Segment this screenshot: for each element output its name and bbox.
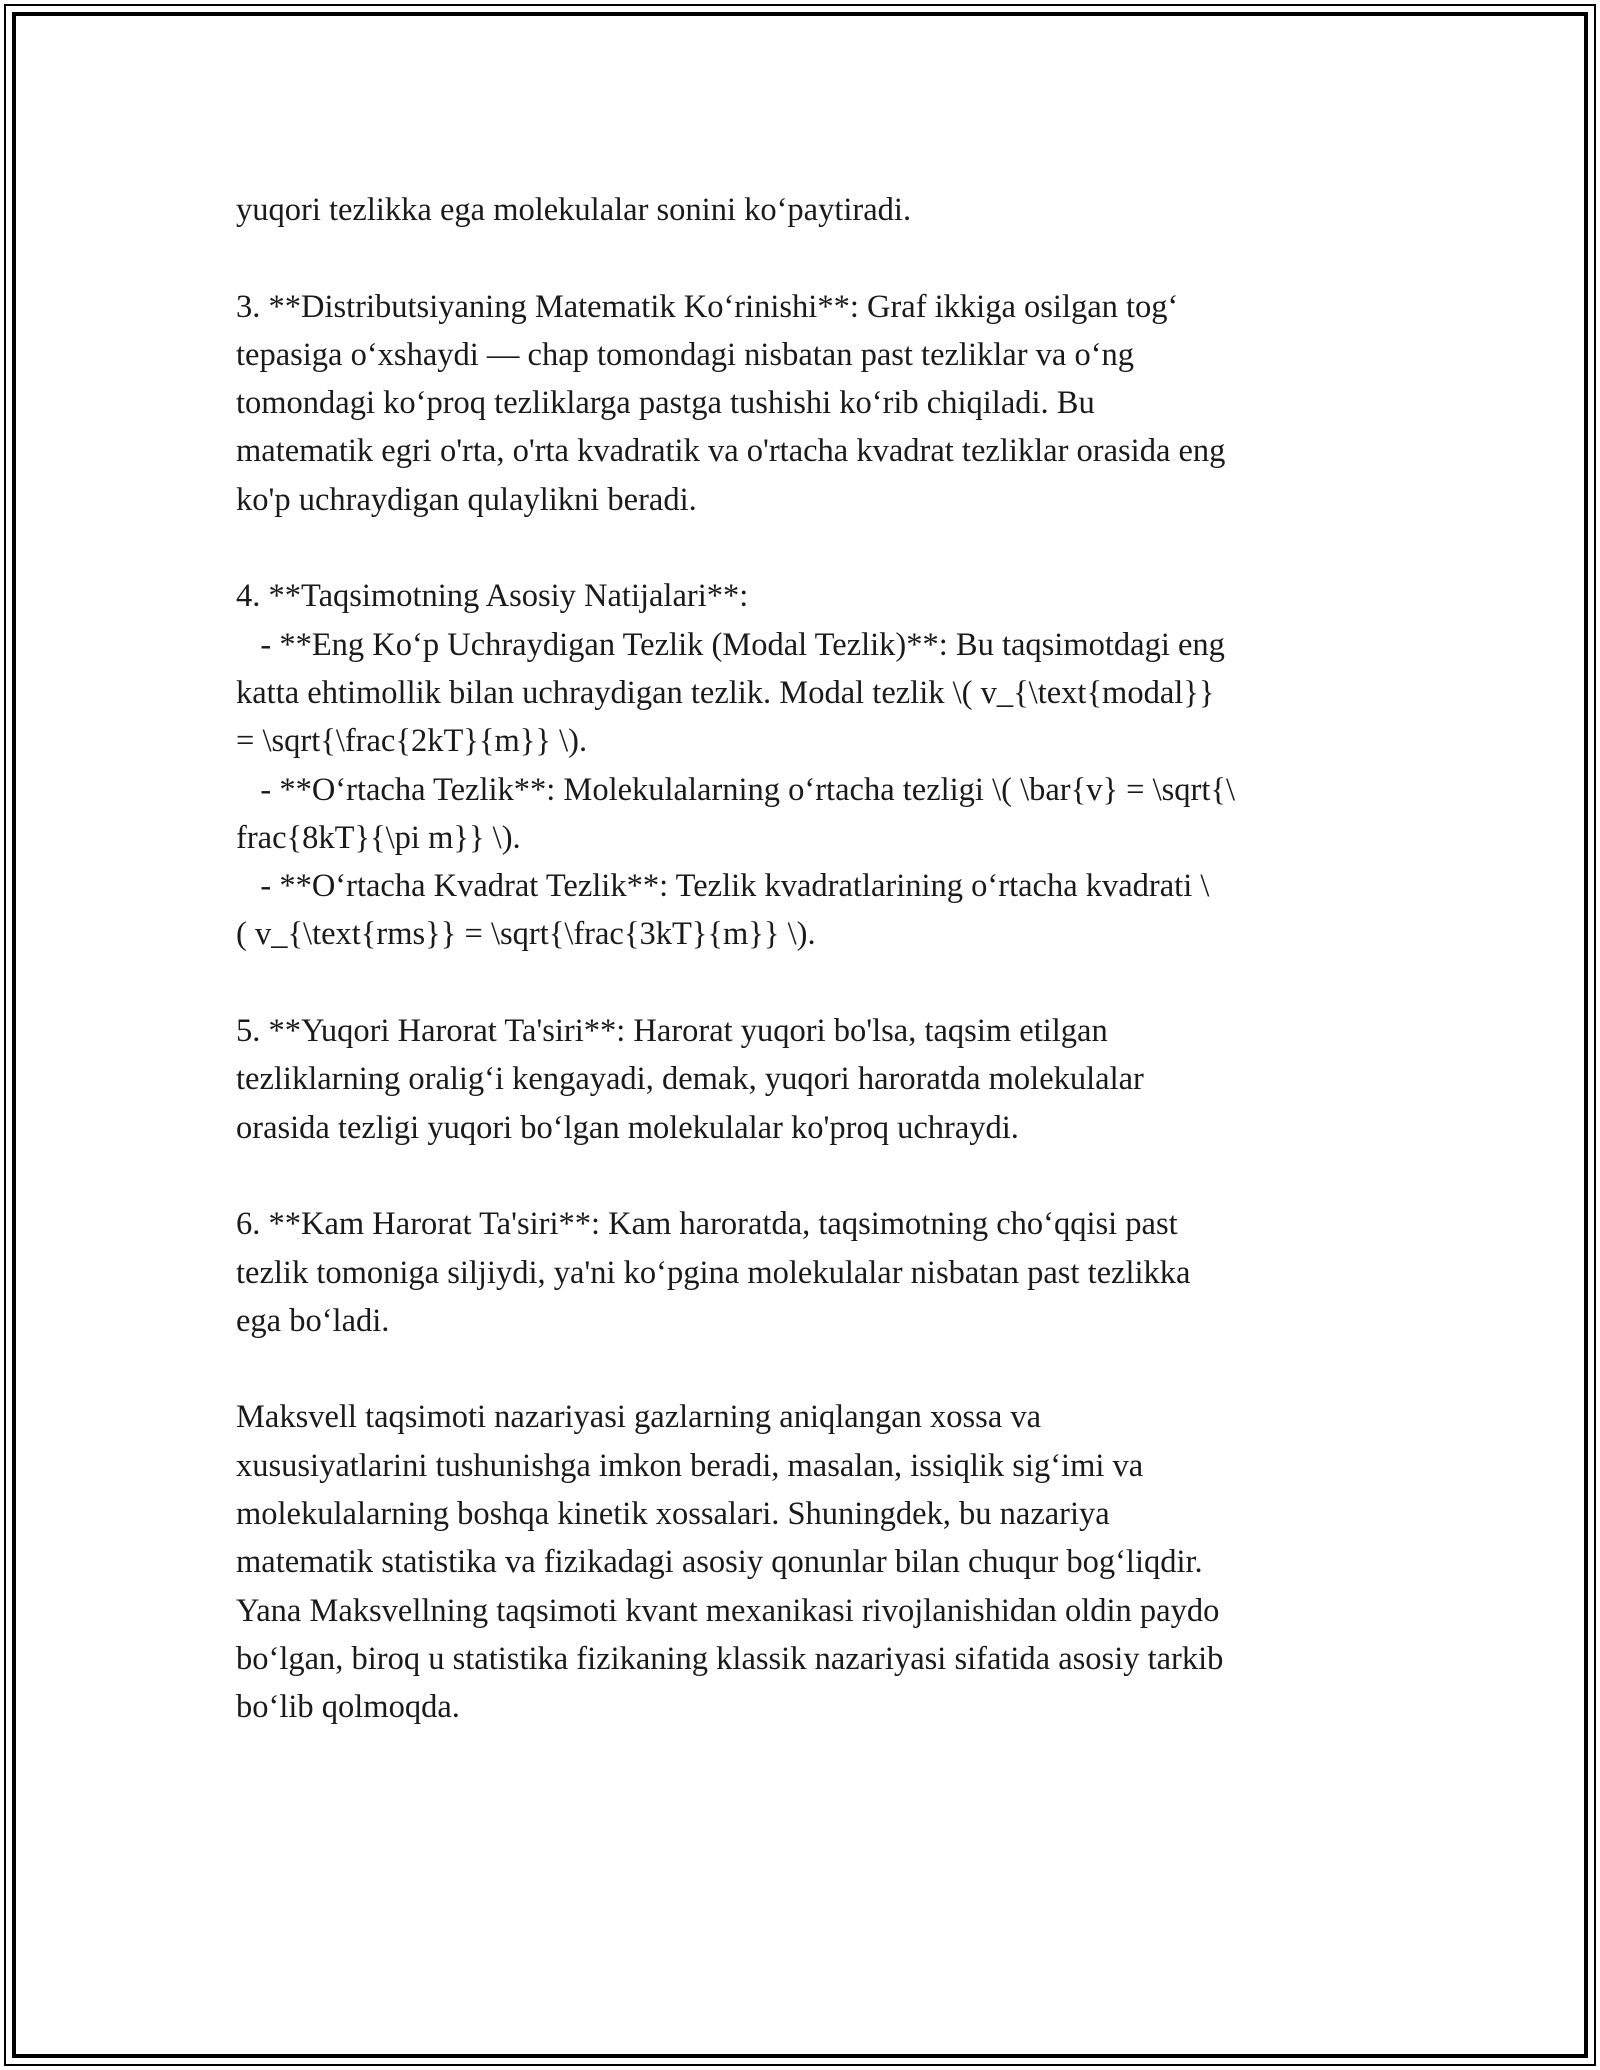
section-3-line: tepasiga o‘xshaydi — chap tomondagi nisbatan past tezliklar va o‘ng <box>236 336 1135 373</box>
section-4-line: - **O‘rtacha Tezlik**: Molekulalarning o‘rtacha tezligi \( \bar{v} = \sqrt{\ <box>236 771 1236 808</box>
conclusion-line: xususiyatlarini tushunishga imkon beradi, masalan, issiqlik sig‘imi va <box>236 1447 1144 1484</box>
conclusion-line: bo‘lgan, biroq u statistika fizikaning klassik nazariyasi sifatida asosiy tarkib <box>236 1640 1224 1677</box>
section-3-line: 3. **Distributsiyaning Matematik Ko‘rinishi**: Graf ikkiga osilgan tog‘ <box>236 288 1179 325</box>
section-5-line: 5. **Yuqori Harorat Ta'siri**: Harorat yuqori bo'lsa, taqsim etilgan <box>236 1013 1108 1050</box>
conclusion-line: matematik statistika va fizikadagi asosiy qonunlar bilan chuqur bog‘liqdir. <box>236 1544 1203 1581</box>
paragraph-spacer <box>236 234 1376 282</box>
intro-tail-line: yuqori tezlikka ega molekulalar sonini ko‘paytiradi. <box>236 192 912 228</box>
section-4-paragraph <box>236 572 1376 958</box>
paragraph-spacer <box>236 959 1376 1007</box>
section-4-line: - **O‘rtacha Kvadrat Tezlik**: Tezlik kvadratlarining o‘rtacha kvadrati \ <box>236 868 1210 905</box>
section-3-line: ko'p uchraydigan qulaylikni beradi. <box>236 481 697 518</box>
section-4-line: = \sqrt{\frac{2kT}{m}} \). <box>236 723 588 760</box>
conclusion-line: molekulalarning boshqa kinetik xossalari. Shuningdek, bu nazariya <box>236 1496 1110 1533</box>
conclusion-paragraph <box>236 1393 1376 1731</box>
section-5-line: orasida tezligi yuqori bo‘lgan molekulalar ko'proq uchraydi. <box>236 1109 1019 1146</box>
conclusion-line: Yana Maksvellning taqsimoti kvant mexanikasi rivojlanishidan oldin paydo <box>236 1592 1220 1629</box>
section-4-line: - **Eng Ko‘p Uchraydigan Tezlik (Modal Tezlik)**: Bu taqsimotdagi eng <box>236 626 1225 663</box>
section-6-paragraph <box>236 1200 1376 1345</box>
section-3-line: tomondagi ko‘proq tezliklarga pastga tushishi ko‘rib chiqiladi. Bu <box>236 385 1095 422</box>
section-3-line: matematik egri o'rta, o'rta kvadratik va o'rtacha kvadrat tezliklar orasida eng <box>236 433 1226 470</box>
section-4-line: frac{8kT}{\pi m}} \). <box>236 819 521 856</box>
section-6-line: 6. **Kam Harorat Ta'siri**: Kam haroratda, taqsimotning cho‘qqisi past <box>236 1206 1178 1243</box>
paragraph-spacer <box>236 1152 1376 1200</box>
section-4-line: ( v_{\text{rms}} = \sqrt{\frac{3kT}{m}} \). <box>236 916 816 953</box>
section-5-paragraph <box>236 1007 1376 1152</box>
section-6-line: ega bo‘ladi. <box>236 1302 390 1339</box>
section-6-line: tezlik tomoniga siljiydi, ya'ni ko‘pgina molekulalar nisbatan past tezlikka <box>236 1254 1191 1291</box>
paragraph-spacer <box>236 524 1376 572</box>
section-4-line: 4. **Taqsimotning Asosiy Natijalari**: <box>236 578 749 615</box>
section-4-line: katta ehtimollik bilan uchraydigan tezlik. Modal tezlik \( v_{\text{modal}} <box>236 674 1215 711</box>
section-3-paragraph <box>236 283 1376 524</box>
section-5-line: tezliklarning oralig‘i kengayadi, demak, yuqori haroratda molekulalar <box>236 1061 1144 1098</box>
conclusion-line: Maksvell taqsimoti nazariyasi gazlarning aniqlangan xossa va <box>236 1399 1042 1436</box>
paragraph-spacer <box>236 1345 1376 1393</box>
conclusion-line: bo‘lib qolmoqda. <box>236 1689 460 1726</box>
document-body <box>236 186 1376 1732</box>
